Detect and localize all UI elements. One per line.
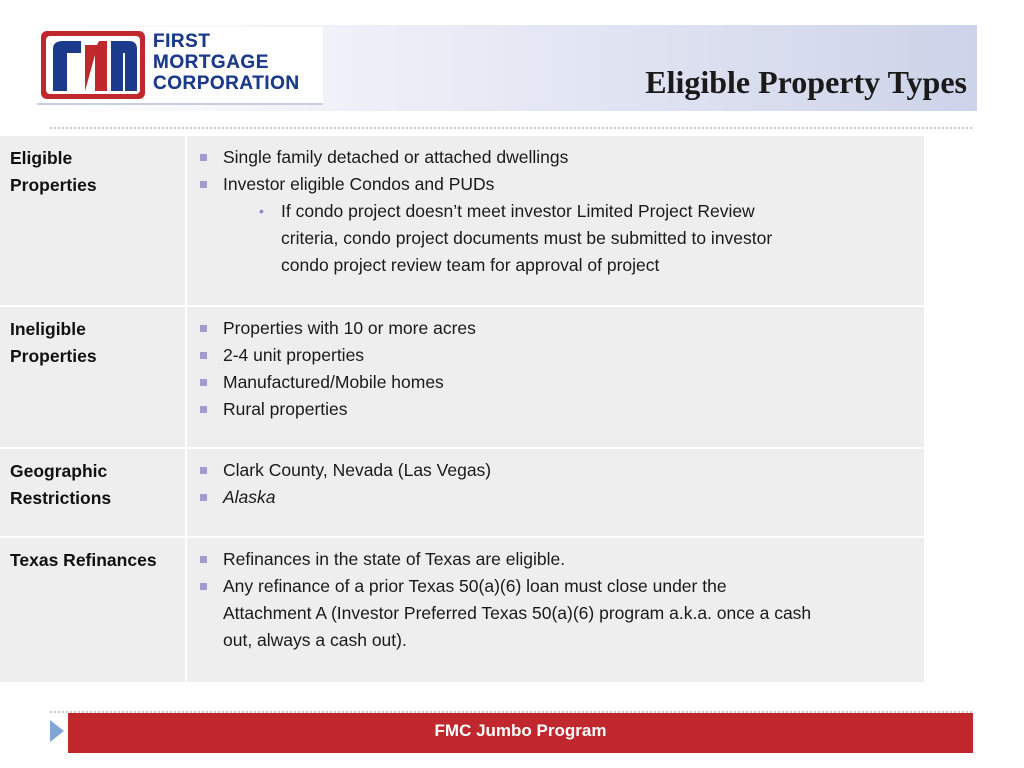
table-row — [0, 307, 924, 449]
footer-label: FMC Jumbo Program — [434, 721, 607, 740]
list-item: 2-4 unit properties — [199, 342, 910, 369]
row-content — [187, 307, 924, 447]
logo-line-mortgage: MORTGAGE — [153, 52, 269, 73]
logo-line-corporation: CORPORATION — [153, 73, 300, 94]
row-label-line: Properties — [10, 175, 97, 195]
fmc-logo-mark-icon — [37, 27, 149, 103]
row-label-line: Texas Refinances — [10, 550, 157, 570]
list-item: Investor eligible Condos and PUDs — [199, 171, 910, 198]
row-label — [0, 307, 187, 447]
top-divider — [50, 127, 972, 129]
sub-list-line: criteria, condo project documents must be submitted to investor — [281, 228, 773, 248]
list-item: Single family detached or attached dwellings — [199, 144, 910, 171]
list-item — [199, 573, 910, 654]
row-content — [187, 136, 924, 305]
row-label-line: Restrictions — [10, 488, 112, 508]
list-item: Refinances in the state of Texas are eligible. — [199, 546, 910, 573]
list-item-line: Attachment A (Investor Preferred Texas 50(a)(6) program a.k.a. once a cash — [223, 603, 812, 623]
list-item: Properties with 10 or more acres — [199, 315, 910, 342]
list-item: Clark County, Nevada (Las Vegas) — [199, 457, 910, 484]
table-row — [0, 449, 924, 538]
sub-list-item — [199, 198, 910, 279]
table-row — [0, 136, 924, 307]
footer-bar — [68, 713, 973, 753]
row-content — [187, 449, 924, 536]
row-content — [187, 538, 924, 682]
row-label-line: Geographic — [10, 461, 108, 481]
row-label — [0, 449, 187, 536]
list-item-line: out, always a cash out). — [223, 630, 407, 650]
sub-list-line: • If condo project doesn’t meet investor Limited Project Review — [281, 201, 755, 221]
logo-wordmark — [153, 31, 321, 94]
logo-line-first: FIRST — [153, 31, 211, 52]
company-logo — [37, 27, 323, 105]
triangle-arrow-icon — [50, 720, 64, 742]
row-label-line: Ineligible — [10, 319, 86, 339]
list-item: Rural properties — [199, 396, 910, 423]
list-item-line: Any refinance of a prior Texas 50(a)(6) loan must close under the — [223, 576, 727, 596]
list-item: Alaska — [199, 484, 910, 511]
row-label-line: Properties — [10, 346, 97, 366]
row-label — [0, 136, 187, 305]
row-label-line: Eligible — [10, 148, 73, 168]
list-item: Manufactured/Mobile homes — [199, 369, 910, 396]
table-row — [0, 538, 924, 682]
slide-title: Eligible Property Types — [645, 64, 967, 100]
sub-list-line: condo project review team for approval of project — [281, 255, 660, 275]
row-label — [0, 538, 187, 682]
